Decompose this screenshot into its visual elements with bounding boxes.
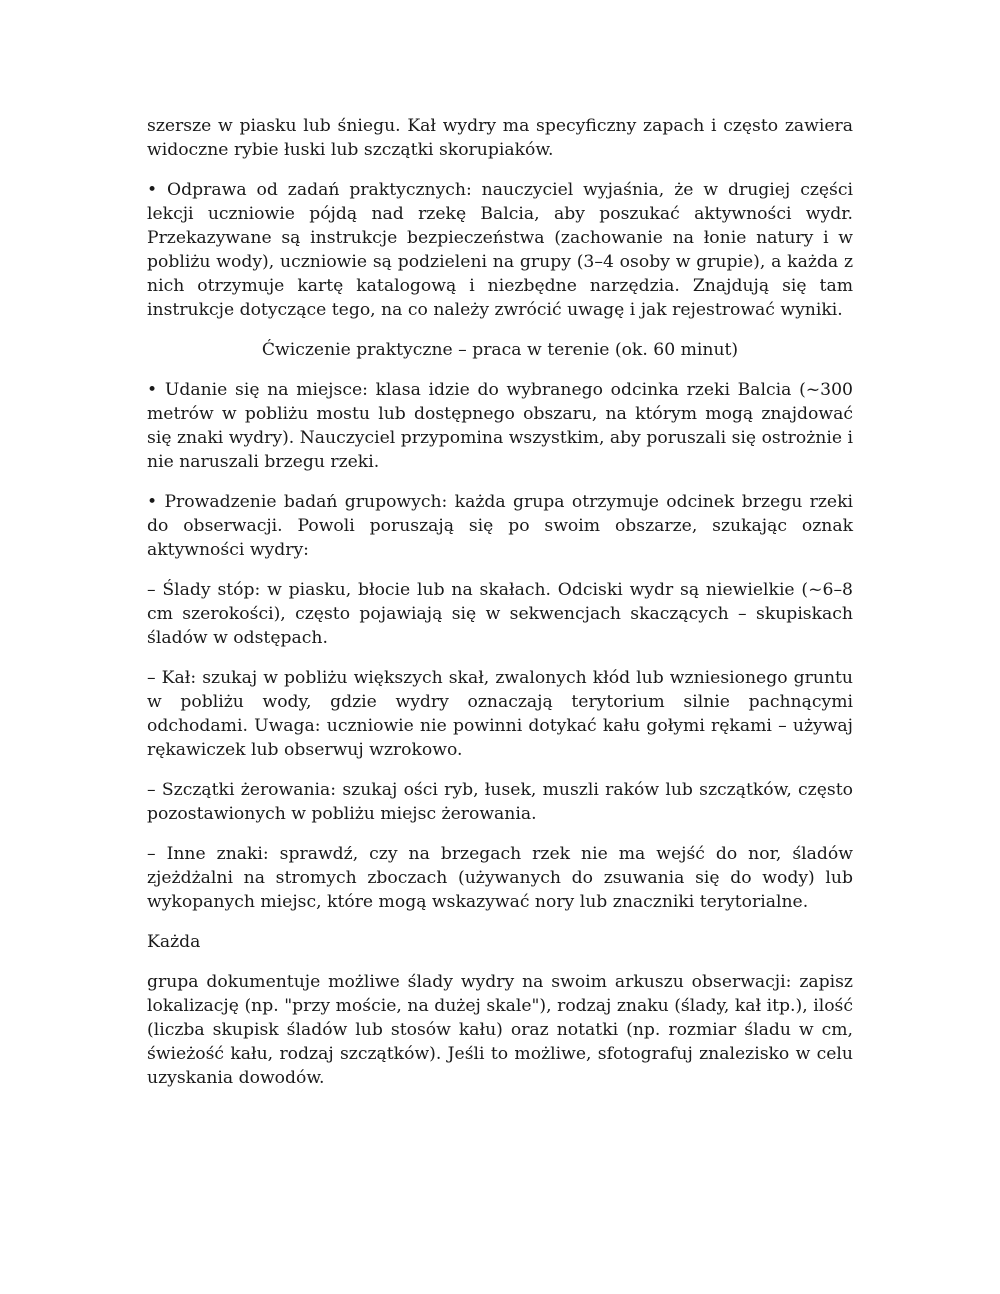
section-heading-fieldwork: Ćwiczenie praktyczne – praca w terenie (ok. 60 minut): [261, 340, 739, 360]
paragraph-otter-scat: szersze w piasku lub śniegu. Kał wydry ma specyficzny zapach i często zawiera widoczne rybie łuski lub szczątki skorupiaków.: [147, 116, 853, 160]
paragraph-each: Każda: [147, 932, 201, 952]
list-item-feeding-remains: – Szczątki żerowania: szukaj ości ryb, łusek, muszli raków lub szczątków, często pozostawionych w pobliżu miejsc żerowania.: [147, 780, 853, 824]
paragraph-going-to-site: • Udanie się na miejsce: klasa idzie do wybranego odcinka rzeki Balcia (~300 metrów w pobliżu mostu lub dostępnego obszaru, na którym mogą znajdować się znaki wydry). Nauczyciel przypomina wszystkim, aby poruszali się ostrożnie i nie naruszali brzegu rzeki.: [147, 380, 853, 472]
list-item-footprints: – Ślady stóp: w piasku, błocie lub na skałach. Odciski wydr są niewielkie (~6–8 cm szerokości), często pojawiają się w sekwencjach skaczących – skupiskach śladów w odstępach.: [147, 580, 853, 648]
paragraph-group-research: • Prowadzenie badań grupowych: każda grupa otrzymuje odcinek brzegu rzeki do obserwacji. Powoli poruszają się po swoim obszarze, szukając oznak aktywności wydry:: [147, 492, 853, 560]
paragraph-briefing: • Odprawa od zadań praktycznych: nauczyciel wyjaśnia, że w drugiej części lekcji uczniowie pójdą nad rzekę Balcia, aby poszukać aktywności wydr. Przekazywane są instrukcje bezpieczeństwa (zachowanie na łonie natury i w pobliżu wody), uczniowie są podzieleni na grupy (3–4 osoby w grupie), a każda z nich otrzymuje kartę katalogową i niezbędne narzędzia. Znajdują się tam instrukcje dotyczące tego, na co należy zwrócić uwagę i jak rejestrować wyniki.: [147, 180, 853, 320]
paragraph-documentation: grupa dokumentuje możliwe ślady wydry na swoim arkuszu obserwacji: zapisz lokalizację (np. "przy moście, na dużej skale"), rodzaj znaku (ślady, kał itp.), ilość (liczba skupisk śladów lub stosów kału) oraz notatki (np. rozmiar śladu w cm, świeżość kału, rodzaj szczątków). Jeśli to możliwe, sfotografuj znalezisko w celu uzyskania dowodów.: [147, 972, 853, 1088]
list-item-scat: – Kał: szukaj w pobliżu większych skał, zwalonych kłód lub wzniesionego gruntu w pobliżu wody, gdzie wydry oznaczają terytorium silnie pachnącymi odchodami. Uwaga: uczniowie nie powinni dotykać kału gołymi rękami – używaj rękawiczek lub obserwuj wzrokowo.: [147, 668, 853, 760]
document-body: [147, 114, 853, 1106]
list-item-other-signs: – Inne znaki: sprawdź, czy na brzegach rzek nie ma wejść do nor, śladów zjeżdżalni na stromych zboczach (używanych do zsuwania się do wody) lub wykopanych miejsc, które mogą wskazywać nory lub znaczniki terytorialne.: [147, 844, 853, 912]
